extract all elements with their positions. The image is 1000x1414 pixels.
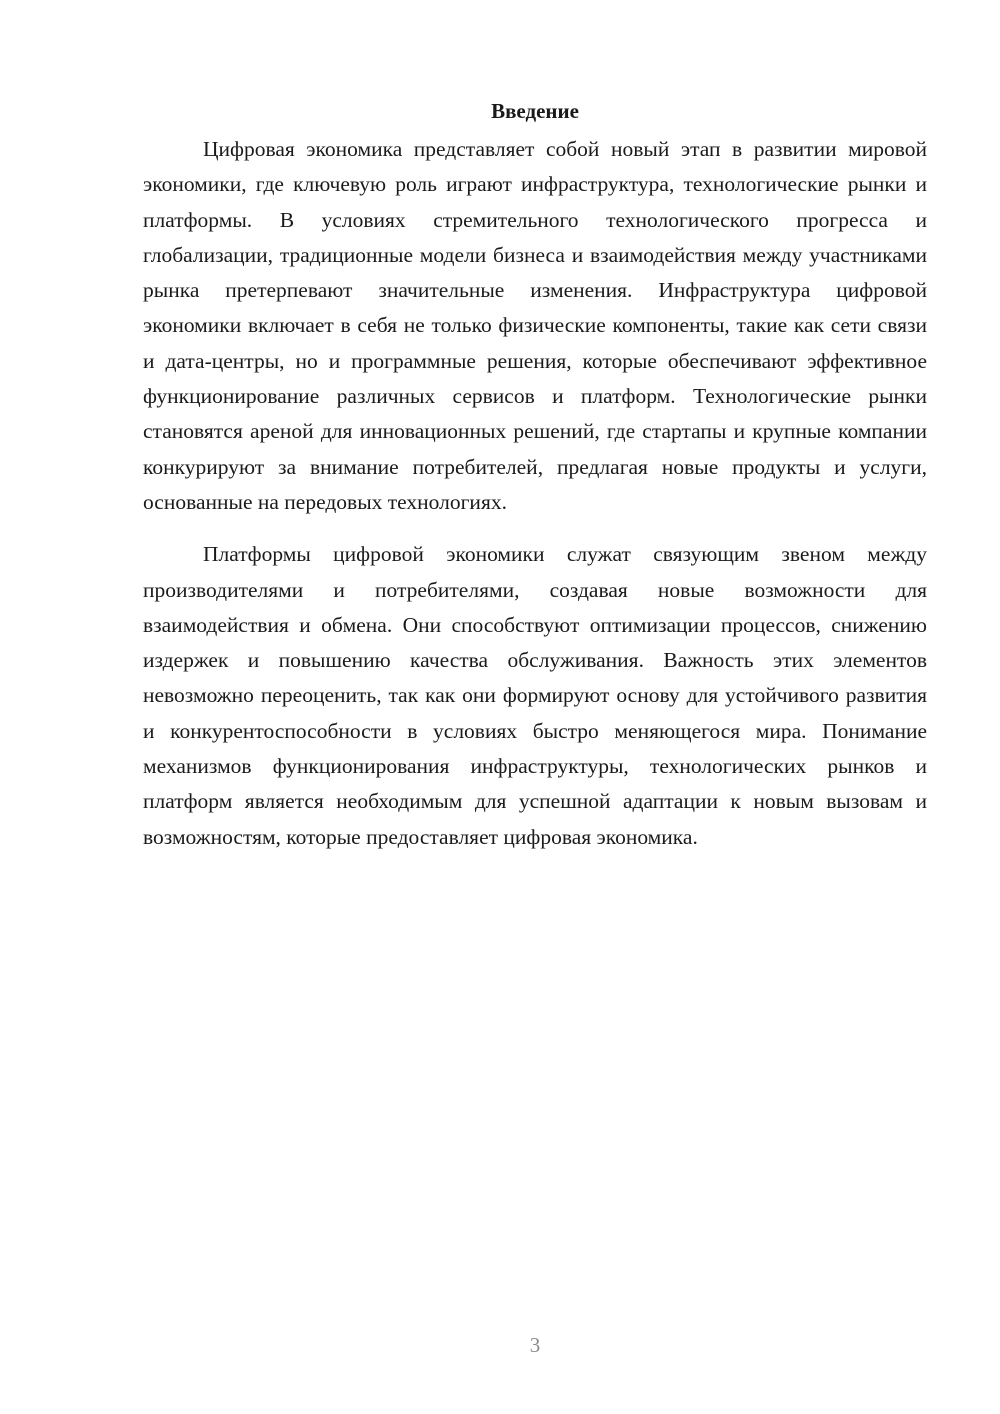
paragraph-1: Цифровая экономика представляет собой новый этап в развитии мировой экономики, где ключевую роль играют инфраструктура, технологические рынки и платформы. В условиях стремительного технологического прогресса и глобализации, традиционные модели бизнеса и взаимодействия между участниками рынка претерпевают значительные изменения. Инфраструктура цифровой экономики включает в себя не только физические компоненты, такие как сети связи и дата-центры, но и программные решения, которые обеспечивают эффективное функционирование различных сервисов и платформ. Технологические рынки становятся ареной для инновационных решений, где стартапы и крупные компании конкурируют за внимание потребителей, предлагая новые продукты и услуги, основанные на передовых технологиях. <box>143 137 927 514</box>
page-number: 3 <box>529 1333 541 1357</box>
section-heading: Введение <box>491 99 579 123</box>
document-body <box>143 96 927 855</box>
paragraph-2: Платформы цифровой экономики служат связующим звеном между производителями и потребителями, создавая новые возможности для взаимодействия и обмена. Они способствуют оптимизации процессов, снижению издержек и повышению качества обслуживания. Важность этих элементов невозможно переоценить, так как они формируют основу для устойчивого развития и конкурентоспособности в условиях быстро меняющегося мира. Понимание механизмов функционирования инфраструктуры, технологических рынков и платформ является необходимым для успешной адаптации к новым вызовам и возможностям, которые предоставляет цифровая экономика. <box>143 542 927 849</box>
